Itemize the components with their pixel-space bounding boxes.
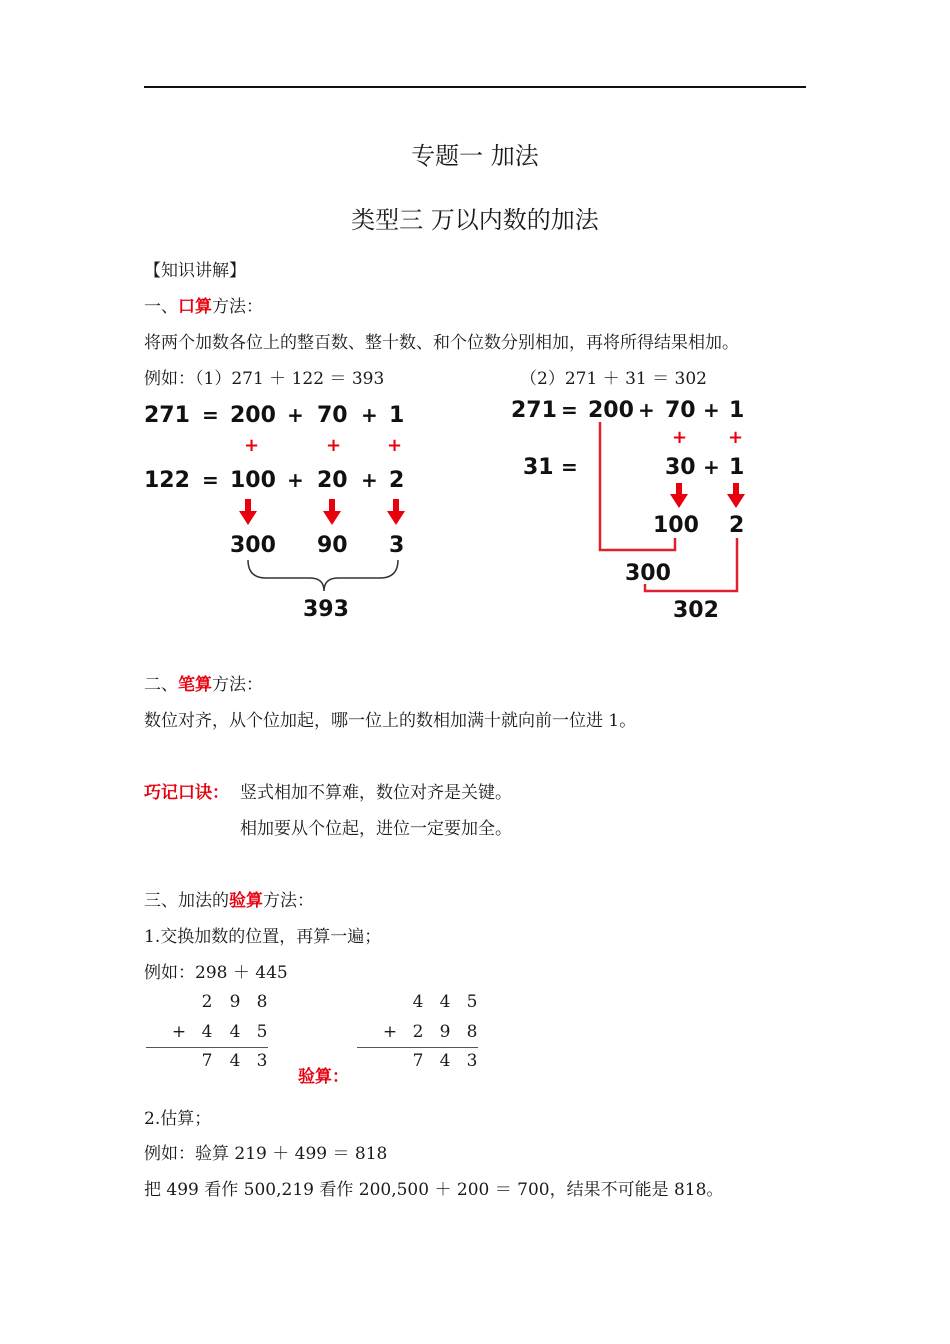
calc1-line — [146, 1047, 268, 1048]
calc1-top-ones: 8 — [256, 992, 268, 1012]
d1-r1-ones: 1 — [389, 403, 405, 428]
section3-item2: 2.估算； — [144, 1109, 212, 1129]
calc2-plus: + — [382, 1022, 398, 1042]
example1-label: 例如：（1）271 ＋ 122 ＝ 393 — [144, 369, 385, 389]
d1-r2-tens: 20 — [317, 468, 348, 493]
d1-r2-plus2: + — [361, 468, 378, 492]
oral-calc-diagram-1 — [140, 395, 440, 625]
calc2-top-ones: 5 — [466, 992, 478, 1012]
d2-r1-num: 271 — [511, 398, 557, 423]
calc1-top-tens: 9 — [229, 992, 241, 1012]
d2-r1-tens: 70 — [665, 398, 696, 423]
page-title: 专题一 加法 — [411, 142, 539, 170]
calc2-bottom-hundreds: 2 — [412, 1022, 424, 1042]
d1-r2-num: 122 — [144, 468, 190, 493]
d1-brace — [248, 560, 398, 591]
d2-arrow-tens — [670, 483, 688, 508]
d2-r1-plus2: + — [703, 398, 720, 422]
oral-calc-diagram-2 — [505, 392, 775, 624]
d2-r2-plus: + — [703, 455, 720, 479]
d1-r1-hundreds: 200 — [230, 403, 276, 428]
d2-hundreds-sum: 300 — [625, 561, 671, 586]
d2-r2-tens: 30 — [665, 455, 696, 480]
d2-total: 302 — [673, 598, 719, 623]
calc2-top-hundreds: 4 — [412, 992, 424, 1012]
calc1-bottom-hundreds: 4 — [201, 1022, 213, 1042]
section2-highlight: 笔算 — [178, 675, 212, 695]
mnemonic-line-1: 竖式相加不算难，数位对齐是关键。 — [240, 783, 512, 803]
calc2-result-tens: 4 — [439, 1051, 451, 1071]
d2-r2-num: 31 — [523, 455, 554, 480]
page-subtitle: 类型三 万以内数的加法 — [351, 206, 599, 234]
d2-red-plus-1: + — [672, 427, 688, 448]
d1-arrow-tens — [323, 499, 341, 525]
section3-heading — [144, 886, 314, 911]
d2-red-plus-2: + — [728, 427, 744, 448]
knowledge-label: 【知识讲解】 — [144, 261, 246, 281]
calc1-bottom-tens: 4 — [229, 1022, 241, 1042]
calc2-line — [357, 1047, 478, 1048]
calc1-plus: + — [171, 1022, 187, 1042]
section2-desc: 数位对齐，从个位加起，哪一位上的数相加满十就向前一位进 1。 — [144, 711, 637, 731]
calc2-top-tens: 4 — [439, 992, 451, 1012]
d1-partial-ones: 3 — [389, 533, 405, 558]
d2-r1-ones: 1 — [729, 398, 745, 423]
section2-heading — [144, 670, 263, 695]
d2-arrow-ones — [727, 483, 745, 508]
d1-red-plus-1: + — [244, 435, 260, 456]
d1-partial-tens: 90 — [317, 533, 348, 558]
d1-red-plus-2: + — [326, 435, 342, 456]
d2-arrows — [670, 483, 745, 508]
check-label: 验算： — [298, 1067, 349, 1087]
calc1-result-tens: 4 — [229, 1051, 241, 1071]
calc2-bottom-tens: 9 — [439, 1022, 451, 1042]
calc1-top-hundreds: 2 — [201, 992, 213, 1012]
section3-item1: 1.交换加数的位置，再算一遍； — [144, 927, 382, 947]
section3-highlight: 验算 — [229, 891, 263, 911]
calc1-result-ones: 3 — [256, 1051, 268, 1071]
section1-desc: 将两个加数各位上的整百数、整十数、和个位数分别相加，再将所得结果相加。 — [144, 333, 739, 353]
d2-partial-tens: 100 — [653, 513, 699, 538]
d2-r1-eq: = — [561, 398, 578, 422]
section1-highlight: 口算 — [178, 297, 212, 317]
calc1-result-hundreds: 7 — [201, 1051, 213, 1071]
section3-suffix: 方法： — [263, 891, 314, 911]
d1-r1-plus2: + — [361, 403, 378, 427]
d1-partial-hundreds: 300 — [230, 533, 276, 558]
example2-label: （2）271 ＋ 31 ＝ 302 — [520, 369, 707, 389]
d2-r1-hundreds: 200 — [588, 398, 634, 423]
section1-heading — [144, 292, 263, 317]
d2-r2-eq: = — [561, 455, 578, 479]
section2-suffix: 方法： — [212, 675, 263, 695]
d2-r2-ones: 1 — [729, 455, 745, 480]
d1-red-plus-3: + — [387, 435, 403, 456]
d1-r2-eq: = — [202, 468, 219, 492]
mnemonic-line-2: 相加要从个位起，进位一定要加全。 — [240, 819, 512, 839]
section3-example: 例如：298 ＋ 445 — [144, 963, 288, 983]
mnemonic-label: 巧记口诀： — [144, 783, 229, 803]
d1-total: 393 — [303, 597, 349, 622]
d1-r1-plus1: + — [287, 403, 304, 427]
calc2-result-ones: 3 — [466, 1051, 478, 1071]
d1-r1-tens: 70 — [317, 403, 348, 428]
calc2-bottom-ones: 8 — [466, 1022, 478, 1042]
section3-prefix: 三、加法的 — [144, 891, 229, 911]
d1-arrow-ones — [387, 499, 405, 525]
section1-prefix: 一、 — [144, 297, 178, 317]
d1-r2-hundreds: 100 — [230, 468, 276, 493]
calc2-result-hundreds: 7 — [412, 1051, 424, 1071]
d1-r2-plus1: + — [287, 468, 304, 492]
d2-partial-ones: 2 — [729, 513, 745, 538]
d1-r1-num: 271 — [144, 403, 190, 428]
d1-arrow-hundreds — [239, 499, 257, 525]
section3-example2: 例如：验算 219 ＋ 499 ＝ 818 — [144, 1144, 388, 1164]
section3-estimate: 把 499 看作 500,219 看作 200,500 ＋ 200 ＝ 700，结果不可能是 818。 — [144, 1180, 724, 1200]
calc1-bottom-ones: 5 — [256, 1022, 268, 1042]
d1-arrows — [239, 499, 405, 525]
section1-suffix: 方法： — [212, 297, 263, 317]
section2-prefix: 二、 — [144, 675, 178, 695]
d1-r1-eq: = — [202, 403, 219, 427]
header-rule — [144, 86, 806, 88]
d1-r2-ones: 2 — [389, 468, 405, 493]
d2-r1-plus1: + — [638, 398, 655, 422]
